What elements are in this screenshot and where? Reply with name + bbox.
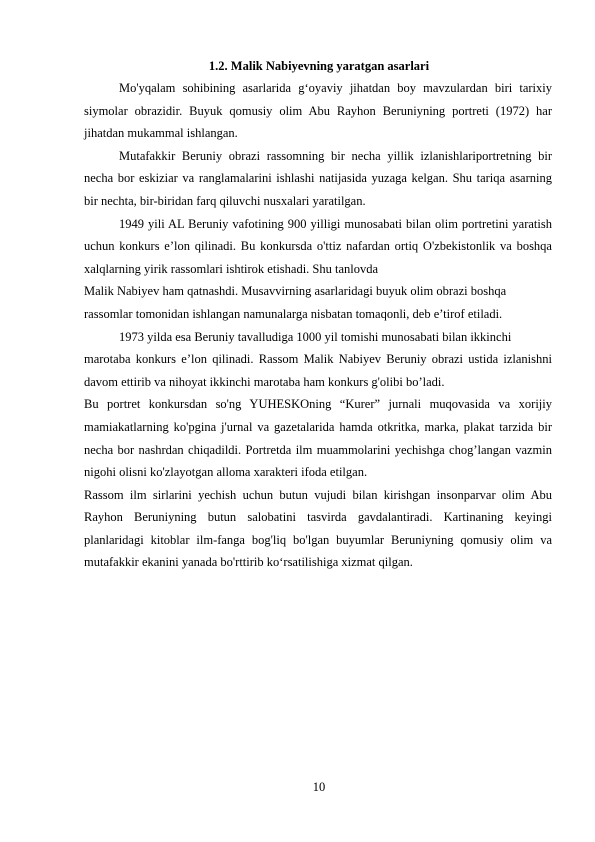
paragraph: 1949 yili AL Beruniy vafotining 900 yilligi munosabati bilan olim portretini yaratish uchun konkurs e’lon qilinadi. Bu konkursda o'ttiz nafardan ortiq O'zbekistonlik va boshqa xalqlarning yirik rassomlari ishtirok etishadi. Shu tanlovda	[84, 216, 552, 276]
paragraph: Bu portret konkursdan so'ng YUHESKOning “Kurer” jurnali muqovasida va xorijiy mamiakatlarning ko'pgina j'urnal va gazetalarida hamda otkritka, marka, plakat tarzida bir necha bor nashrdan chiqadildi. Portretda ilm muammolarini yechishga chog’langan vazmin nigohi olisni ko'zlayotgan alloma xarakteri ifoda etilgan.	[84, 397, 552, 480]
paragraph: Rassom ilm sirlarini yechish uchun butun vujudi bilan kirishgan insonparvar olim Abu Rayhon Beruniyning butun salobatini tasvirda gavdalantiradi. Kartinaning keyingi planlaridagi kitoblar ilm-fanga bog'liq bo'lgan buyumlar Beruniyning qomusiy olim va mutafakkir ekanini yanada bo'rttirib ko‘rsatilishiga xizmat qilgan.	[84, 487, 552, 570]
paragraph: 1973 yilda esa Beruniy tavalludiga 1000 yil tomishi munosabati bilan ikkinchi	[119, 329, 512, 344]
paragraph: Malik Nabiyev ham qatnashdi. Musavvirning asarlaridagi buyuk olim obrazi boshqa	[84, 284, 507, 299]
paragraph: Mo'yqalam sohibining asarlarida g‘oyaviy jihatdan boy mavzulardan biri tarixiy siymolar obrazidir. Buyuk qomusiy olim Abu Rayhon Beruniyning portreti (1972) har jihatdan mukammal ishlangan.	[84, 81, 552, 141]
paragraph: marotaba konkurs e’lon qilinadi. Rassom Malik Nabiyev Beruniy obrazi ustida izlanishni davom ettirib va nihoyat ikkinchi marotaba ham konkurs g'olibi bo’ladi.	[84, 352, 552, 389]
paragraph: rassomlar tomonidan ishlangan namunalarga nisbatan tomaqonli, deb e’tirof etiladi.	[84, 306, 503, 321]
body-text	[84, 77, 552, 574]
section-heading: 1.2. Malik Nabiyevning yaratgan asarlari	[208, 59, 430, 73]
paragraph: Mutafakkir Beruniy obrazi rassomning bir necha yillik izlanishlariportretning bir necha bor eskiziar va ranglamalarini ishlashi natijasida yuzaga kelgan. Shu tariqa asarning bir nechta, bir-biridan farq qiluvchi nusxalari yaratilgan.	[84, 148, 552, 208]
page-number: 10	[312, 780, 326, 794]
